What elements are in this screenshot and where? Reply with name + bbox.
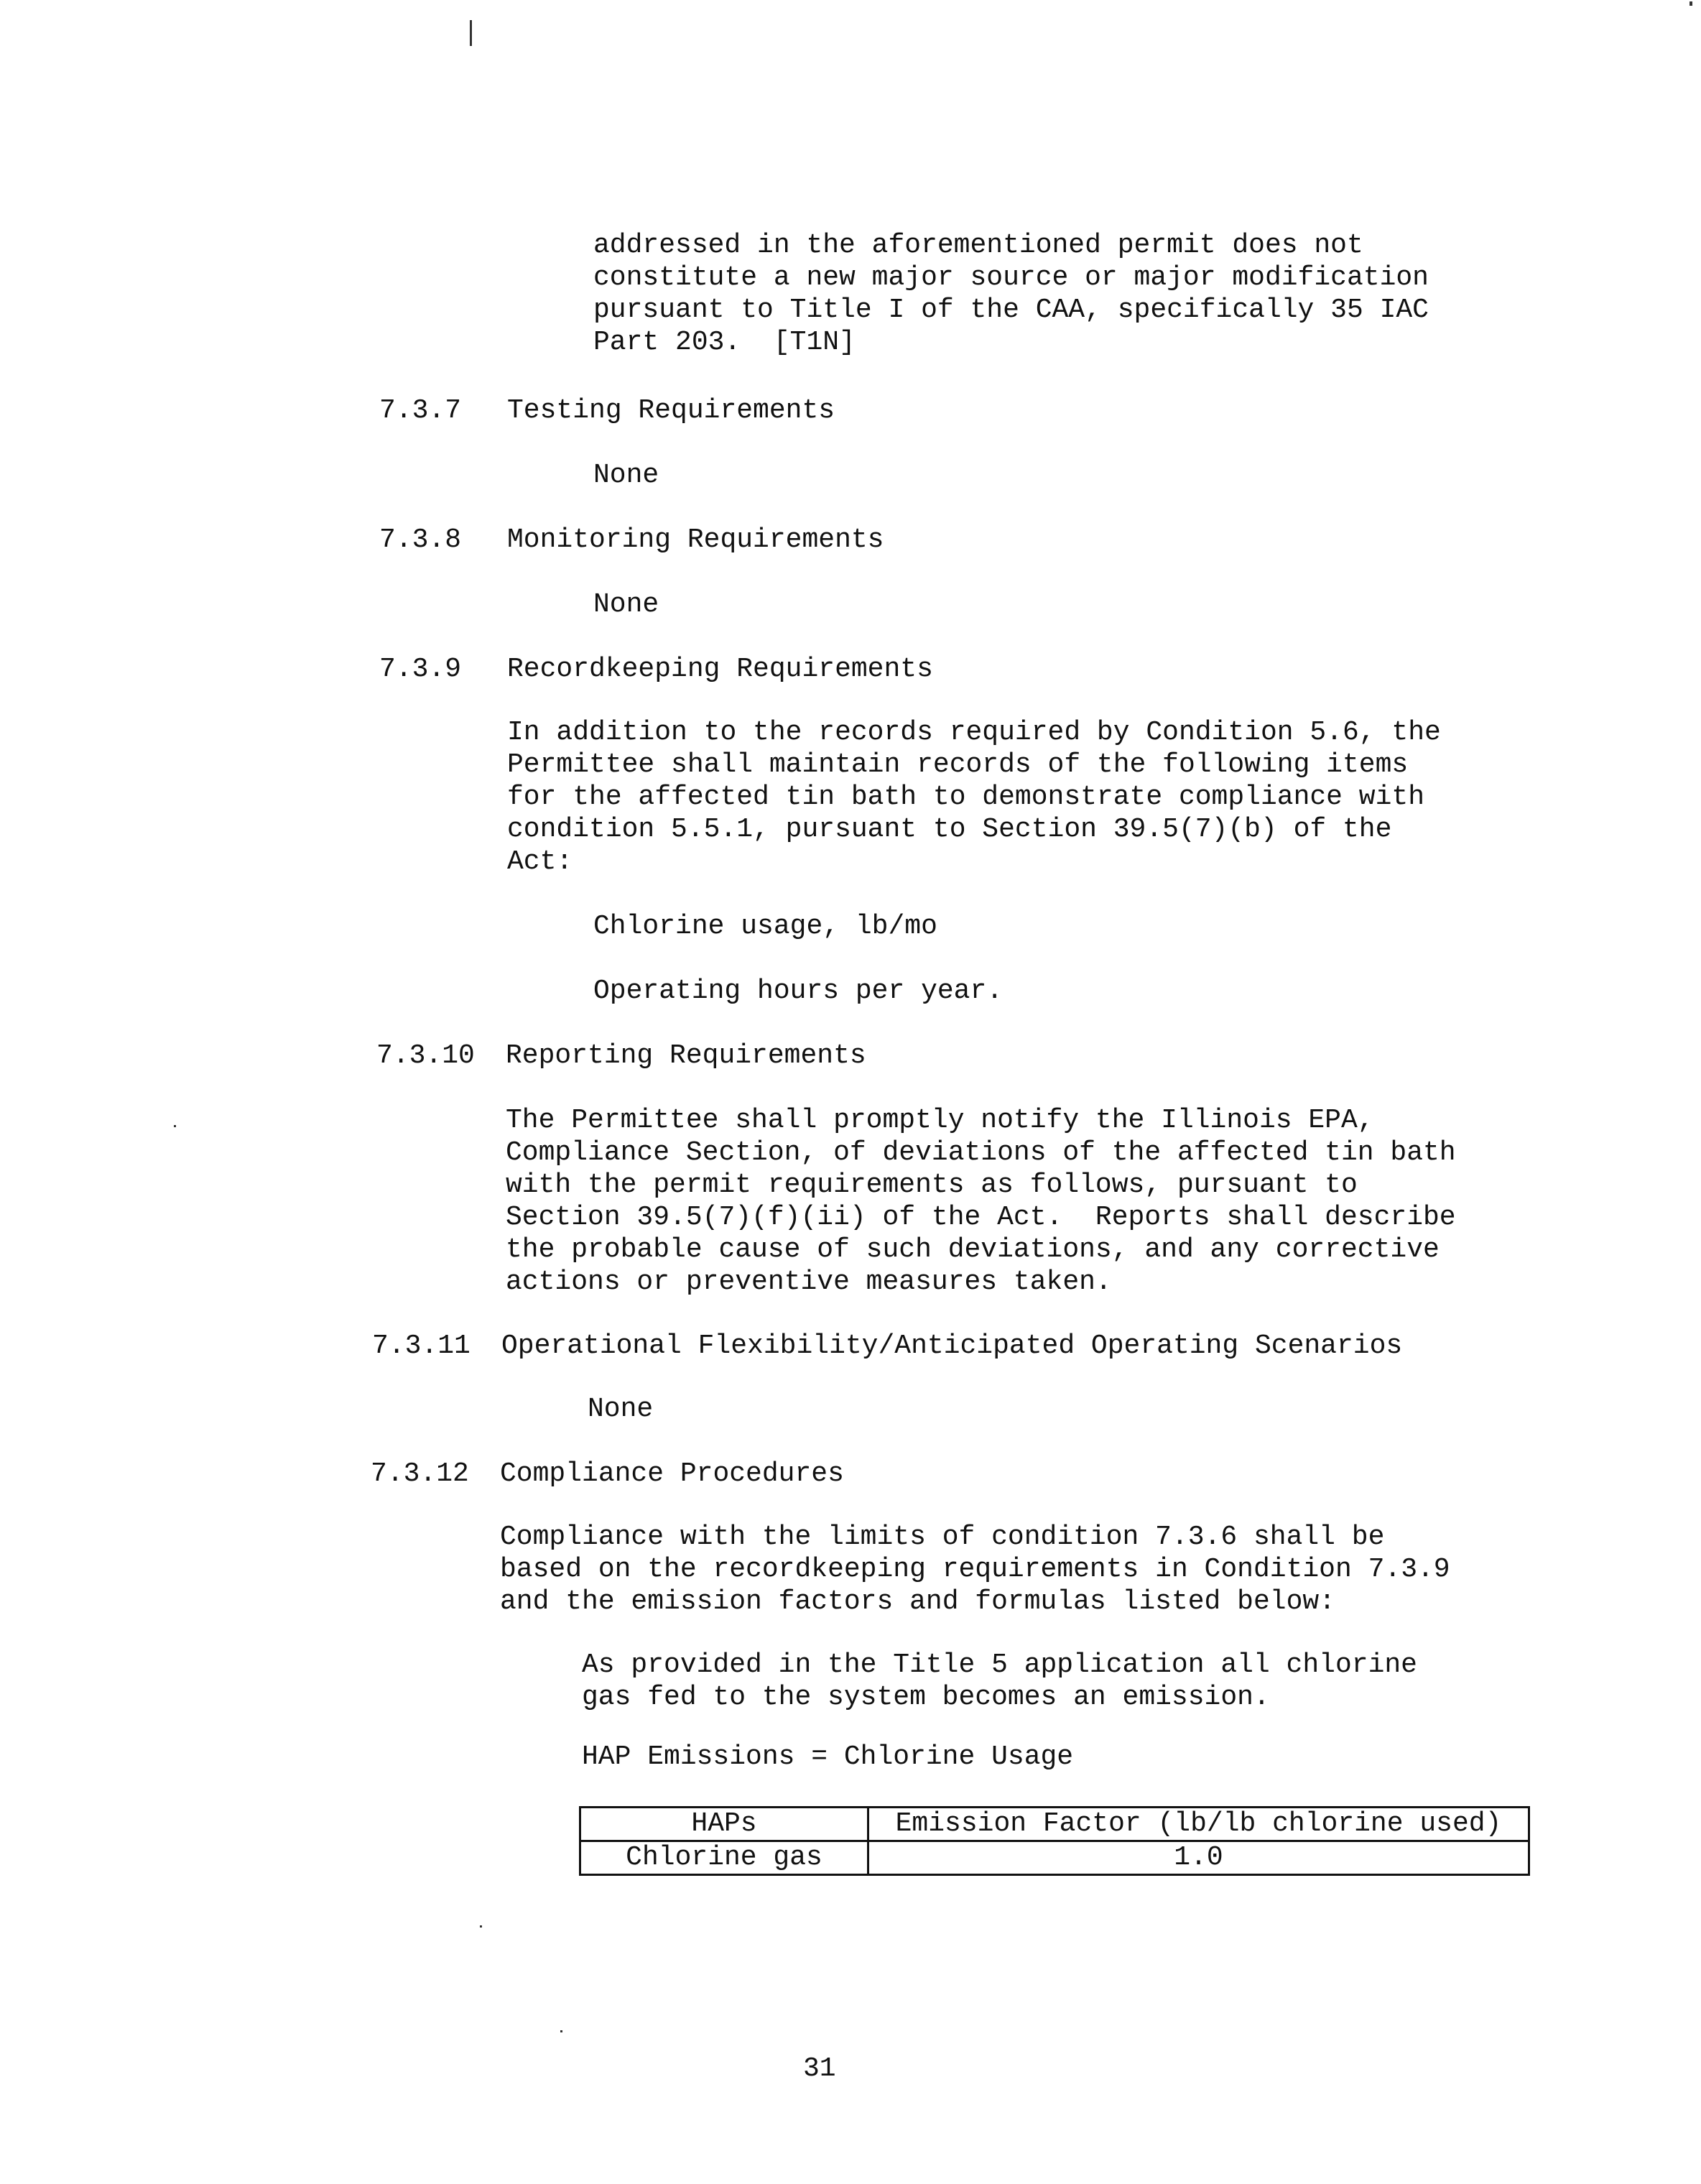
section-number: 7.3.7 bbox=[379, 395, 462, 426]
scan-speck bbox=[174, 1125, 176, 1127]
text-line: Compliance Section, of deviations of the affected tin bath bbox=[506, 1137, 1456, 1168]
page-number: 31 bbox=[803, 2053, 836, 2084]
table-header-cell: Emission Factor (lb/lb chlorine used) bbox=[868, 1808, 1529, 1841]
section-heading: Testing Requirements bbox=[507, 395, 835, 426]
section-number: 7.3.11 bbox=[372, 1331, 471, 1361]
section-heading: Operational Flexibility/Anticipated Operating Scenarios bbox=[501, 1331, 1403, 1361]
text-line: Permittee shall maintain records of the following items bbox=[507, 749, 1409, 780]
table-cell: 1.0 bbox=[868, 1841, 1529, 1875]
formula-line: HAP Emissions = Chlorine Usage bbox=[582, 1741, 1074, 1772]
section-body: None bbox=[593, 589, 659, 620]
section-body bbox=[507, 716, 1441, 878]
section-number: 7.3.8 bbox=[379, 524, 462, 555]
text-line: In addition to the records required by Condition 5.6, the bbox=[507, 717, 1441, 748]
section-body: None bbox=[593, 460, 659, 491]
text-line: condition 5.5.1, pursuant to Section 39.5(7)(b) of the bbox=[507, 814, 1392, 845]
table-row bbox=[580, 1841, 1529, 1875]
text-line: the probable cause of such deviations, and any corrective bbox=[506, 1234, 1440, 1265]
section-number: 7.3.12 bbox=[371, 1458, 469, 1489]
text-line: Act: bbox=[507, 846, 573, 877]
text-line: for the affected tin bath to demonstrate compliance with bbox=[507, 782, 1425, 813]
table-cell: Chlorine gas bbox=[580, 1841, 868, 1875]
scan-speck bbox=[1690, 1, 1692, 6]
section-number: 7.3.9 bbox=[379, 654, 462, 685]
text-line: Section 39.5(7)(f)(ii) of the Act. Reports shall describe bbox=[506, 1202, 1456, 1233]
section-number: 7.3.10 bbox=[376, 1040, 475, 1071]
record-item: Chlorine usage, lb/mo bbox=[593, 911, 937, 942]
section-body: None bbox=[588, 1394, 654, 1425]
continued-paragraph bbox=[593, 229, 1429, 358]
section-heading: Reporting Requirements bbox=[506, 1040, 866, 1071]
scan-speck bbox=[480, 1925, 482, 1928]
emission-factor-table bbox=[579, 1806, 1530, 1876]
text-line: Compliance with the limits of condition 7.3.6 shall be bbox=[500, 1522, 1385, 1553]
scan-speck bbox=[560, 2030, 562, 2032]
text-line: The Permittee shall promptly notify the Illinois EPA, bbox=[506, 1105, 1374, 1136]
text-line: As provided in the Title 5 application all chlorine bbox=[582, 1649, 1417, 1680]
section-body bbox=[506, 1104, 1456, 1298]
section-body bbox=[500, 1521, 1450, 1618]
scan-mark bbox=[470, 20, 472, 46]
text-line: actions or preventive measures taken. bbox=[506, 1267, 1112, 1297]
text-line: addressed in the aforementioned permit does not bbox=[593, 230, 1363, 261]
section-heading: Compliance Procedures bbox=[500, 1458, 844, 1489]
record-item: Operating hours per year. bbox=[593, 976, 1004, 1007]
text-line: with the permit requirements as follows, pursuant to bbox=[506, 1170, 1358, 1200]
table-header-row bbox=[580, 1808, 1529, 1841]
text-line: and the emission factors and formulas listed below: bbox=[500, 1586, 1335, 1617]
text-line: pursuant to Title I of the CAA, specifically 35 IAC bbox=[593, 295, 1429, 325]
text-line: based on the recordkeeping requirements in Condition 7.3.9 bbox=[500, 1554, 1450, 1585]
table-header-cell: HAPs bbox=[580, 1808, 868, 1841]
text-line: constitute a new major source or major modification bbox=[593, 262, 1429, 293]
sub-paragraph bbox=[582, 1649, 1417, 1713]
text-line: Part 203. [T1N] bbox=[593, 327, 856, 358]
section-heading: Recordkeeping Requirements bbox=[507, 654, 933, 685]
section-heading: Monitoring Requirements bbox=[507, 524, 884, 555]
text-line: gas fed to the system becomes an emission. bbox=[582, 1682, 1270, 1713]
